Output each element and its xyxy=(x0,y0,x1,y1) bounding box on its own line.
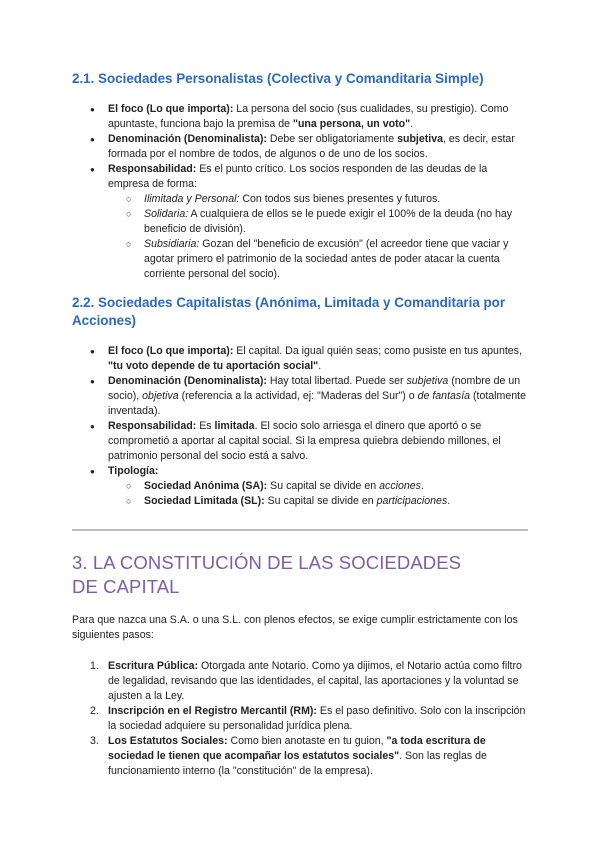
label-inscripcion: Inscripción en el Registro Mercantil (RM): xyxy=(108,705,317,717)
italic-subsidiaria: Subsidiaria: xyxy=(144,238,200,250)
text-end: . xyxy=(410,118,414,130)
italic-ilimitada: Ilimitada y Personal: xyxy=(144,193,240,205)
numbered-list-pasos xyxy=(72,659,528,779)
section-heading-2-1: 2.1. Sociedades Personalistas (Colectiva y Comanditaria Simple) xyxy=(72,71,484,86)
section-heading-2-2: 2.2. Sociedades Capitalistas (Anónima, Limitada y Comanditaria por Acciones) xyxy=(72,295,506,328)
text-denominacion-end: , es decir, estar formada por el nombre de todos, de algunos o de uno de los socios. xyxy=(108,133,515,160)
sub-list-responsabilidad xyxy=(108,192,528,282)
text-estatutos: Como bien anotaste en tu guion, xyxy=(227,735,387,747)
list-item-responsabilidad-capital xyxy=(108,419,528,464)
quote-estatutos: "a toda escritura de sociedad le tienen que acompañar los estatutos sociales" xyxy=(108,735,486,762)
text-foco-capital: El capital. Da igual quién seas; como pusiste en tus apuntes, xyxy=(233,345,522,357)
bullet-list-personalistas xyxy=(72,102,528,282)
sub-item-ilimitada xyxy=(144,192,528,207)
step-number: 1. xyxy=(90,660,99,672)
label-estatutos: Los Estatutos Sociales: xyxy=(108,735,228,747)
italic-subjetiva: subjetiva xyxy=(406,375,449,387)
list-item-responsabilidad xyxy=(108,162,528,282)
label-escritura: Escritura Pública: xyxy=(108,660,199,672)
text-inscripcion: Es el paso definitivo. Solo con la inscripción la sociedad adquiere su personalidad jurídica plena. xyxy=(108,705,526,732)
quote-tu-voto: "tu voto depende de tu aportación social" xyxy=(108,360,319,372)
text-part: . El socio solo arriesga el dinero que aportó o se comprometió a aportar al capital social. Si la empresa quiebra debiendo millones, el patrimonio personal del socio está a salvo. xyxy=(108,420,501,462)
label-sl: Sociedad Limitada (SL): xyxy=(144,495,265,507)
label-foco-capital: El foco (Lo que importa): xyxy=(108,345,234,357)
label-tipologia: Tipología: xyxy=(108,465,159,477)
horizontal-divider xyxy=(72,529,528,531)
sub-item-subsidiaria xyxy=(144,237,528,282)
list-item-tipologia xyxy=(108,464,528,509)
intro-paragraph: Para que nazca una S.A. o una S.L. con plenos efectos, se exige cumplir estrictamente con los siguientes pasos: xyxy=(72,614,518,641)
list-item-foco-capital xyxy=(108,344,528,374)
italic-solidaria: Solidaria: xyxy=(144,208,189,220)
sub-list-tipologia xyxy=(108,479,528,509)
sub-item-sa xyxy=(144,479,528,494)
sub-item-solidaria xyxy=(144,207,528,237)
bold-subjetiva: subjetiva xyxy=(397,133,444,145)
italic-fantasia: de fantasía xyxy=(417,390,471,402)
text-subsidiaria: Gozan del "beneficio de excusión" (el acreedor tiene que vaciar y agotar primero el patrimonio de la sociedad antes de poder atacar la cuenta corriente personal del socio). xyxy=(144,238,509,280)
text-part: Hay total libertad. Puede ser xyxy=(266,375,407,387)
step-estatutos xyxy=(90,734,528,779)
text-foco: La persona del socio (sus cualidades, su prestigio). Como apuntaste, funciona bajo la premisa de xyxy=(108,103,509,130)
label-foco: El foco (Lo que importa): xyxy=(108,103,234,115)
step-number: 2. xyxy=(90,705,99,717)
label-denominacion-capital: Denominación (Denominalista): xyxy=(108,375,267,387)
label-responsabilidad-capital: Responsabilidad: xyxy=(108,420,197,432)
list-item-foco xyxy=(108,102,528,132)
label-sa: Sociedad Anónima (SA): xyxy=(144,480,268,492)
list-item-denominacion-capital xyxy=(108,374,528,419)
quote-una-persona: "una persona, un voto" xyxy=(292,118,411,130)
text-part: (nombre de un socio), xyxy=(108,375,521,402)
text-part: (totalmente inventada). xyxy=(108,390,526,417)
step-escritura xyxy=(90,659,528,704)
bullet-list-capitalistas xyxy=(72,344,528,509)
text-estatutos-end: . Son las reglas de funcionamiento interno (la "constitución" de la empresa). xyxy=(108,750,487,777)
text-sl: Su capital se divide en xyxy=(264,495,377,507)
list-item-denominacion xyxy=(108,132,528,162)
text-end: . xyxy=(447,495,451,507)
italic-acciones: acciones xyxy=(379,480,421,492)
text-end: . xyxy=(420,480,424,492)
text-sa: Su capital se divide en xyxy=(267,480,380,492)
step-number: 3. xyxy=(90,735,99,747)
text-end: . xyxy=(318,360,322,372)
italic-objetiva: objetiva xyxy=(142,390,179,402)
text-ilimitada: Con todos sus bienes presentes y futuros. xyxy=(239,193,441,205)
section-heading-3: 3. LA CONSTITUCIÓN DE LAS SOCIEDADES DE CAPITAL xyxy=(72,552,462,597)
text-escritura: Otorgada ante Notario. Como ya dijimos, el Notario actúa como filtro de legalidad, revisando que las identidades, el capital, las aportaciones y la voluntad se ajusten a la Ley. xyxy=(108,660,522,702)
text-responsabilidad: Es el punto crítico. Los socios responden de las deudas de la empresa de forma: xyxy=(108,163,488,190)
text-denominacion: Debe ser obligatoriamente xyxy=(266,133,398,145)
step-inscripcion xyxy=(90,704,528,734)
text-solidaria: A cualquiera de ellos se le puede exigir el 100% de la deuda (no hay beneficio de división). xyxy=(144,208,513,235)
label-responsabilidad: Responsabilidad: xyxy=(108,163,197,175)
label-denominacion: Denominación (Denominalista): xyxy=(108,133,267,145)
text-part: (referencia a la actividad, ej: "Maderas del Sur") o xyxy=(178,390,418,402)
text-part: Es xyxy=(196,420,215,432)
bold-limitada: limitada xyxy=(214,420,255,432)
sub-item-sl xyxy=(144,494,528,509)
italic-participaciones: participaciones xyxy=(376,495,448,507)
